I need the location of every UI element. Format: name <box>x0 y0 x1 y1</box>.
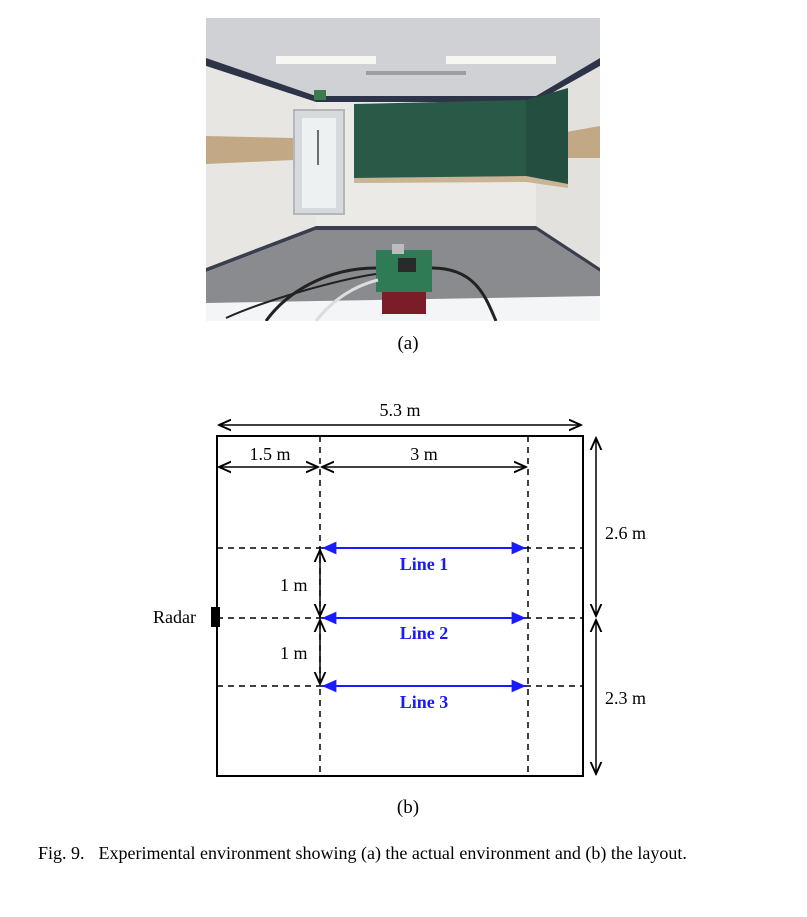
line1-label: Line 1 <box>399 554 449 574</box>
gap2-label: 1 m <box>280 643 308 663</box>
radar-label: Radar <box>153 607 196 627</box>
grid-lines <box>217 436 583 776</box>
subfigure-a-caption: (a) <box>397 333 419 354</box>
gap1-label: 1 m <box>280 575 308 595</box>
left-section-label: 1.5 m <box>249 444 291 464</box>
lower-height-label: 2.3 m <box>605 688 647 708</box>
line2-label: Line 2 <box>399 623 449 643</box>
figure-caption <box>38 842 778 864</box>
upper-height-label: 2.6 m <box>605 523 647 543</box>
radar-marker <box>211 607 220 627</box>
subfigure-b-caption: (b) <box>396 797 420 818</box>
line3-label: Line 3 <box>399 692 449 712</box>
middle-section-label: 3 m <box>410 444 438 464</box>
figure-caption-text: Experimental environment showing (a) the actual environment and (b) the layout. <box>98 843 687 863</box>
figure-number: Fig. 9. <box>38 843 85 863</box>
room-width-label: 5.3 m <box>379 400 421 420</box>
